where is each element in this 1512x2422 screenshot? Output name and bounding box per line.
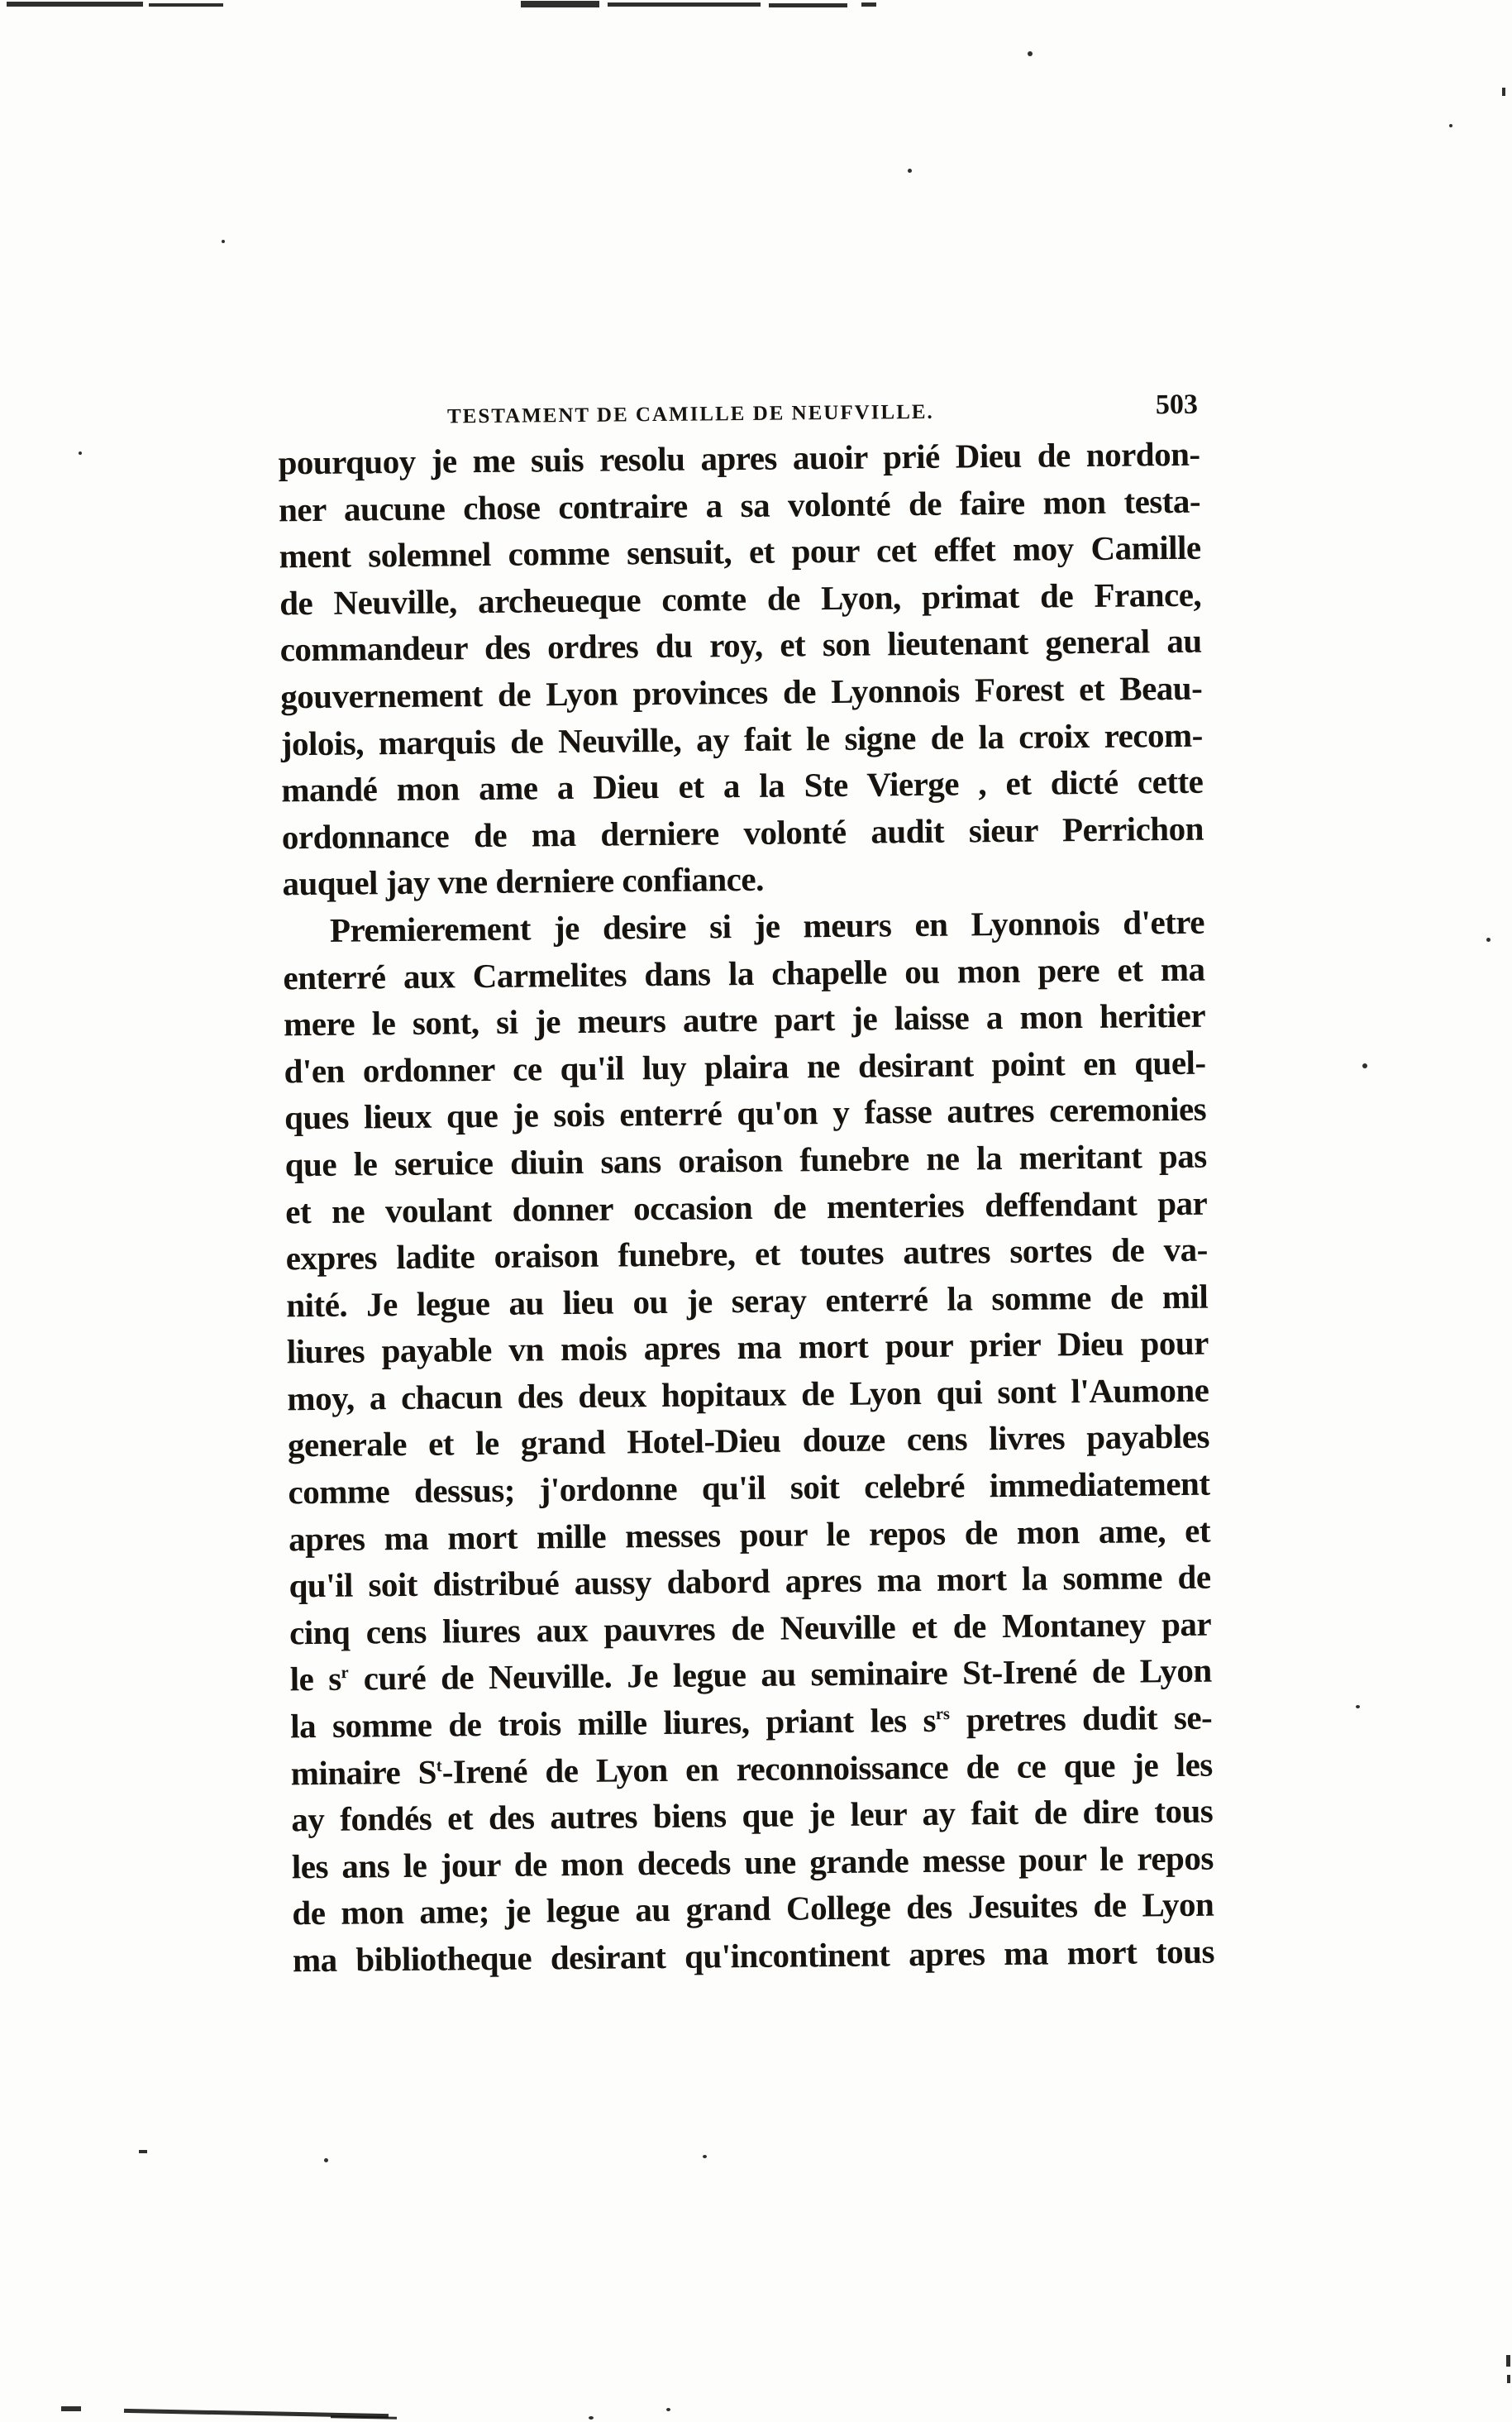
scan-noise-line: [61, 2406, 81, 2411]
scan-speck: [324, 2158, 328, 2162]
scan-speck: [908, 169, 912, 173]
scan-noise-line: [149, 3, 223, 7]
scan-noise-line: [608, 2, 761, 7]
text-line: apres ma mort mille messes pour le repos de mon ame, et: [288, 1511, 1211, 1558]
text-line: gouvernement de Lyon provinces de Lyonnois Forest et Beau-: [280, 668, 1203, 716]
text-line: qu'il soit distribué aussy dabord apres ma mort la somme de: [289, 1557, 1211, 1605]
text-line: que le seruice diuin sans oraison funebre ne la meritant pas: [284, 1136, 1207, 1184]
text-line: mandé mon ame a Dieu et a la Ste Vierge , et dicté cette: [281, 762, 1204, 810]
text-line: ma bibliotheque desirant qu'incontinent apres ma mort tous: [292, 1932, 1215, 1980]
text-line: ment solemnel comme sensuit, et pour cet effet moy Camille: [279, 528, 1201, 576]
text-line: ques lieux que je sois enterré qu'on y fasse autres ceremonies: [284, 1089, 1207, 1137]
scan-speck: [703, 2155, 707, 2158]
text-line: le $s^r$ curé de Neuville. Je legue au seminaire St-Irené de Lyon: [289, 1651, 1212, 1698]
text-line: cinq cens liures aux pauvres de Neuville et de Montaney par: [289, 1604, 1212, 1652]
text-line: Premierement je desire si je meurs en Lyonnois d'etre: [329, 902, 1205, 949]
text-line: comme dessus; j'ordonne qu'il soit celebré immediatement: [288, 1464, 1210, 1512]
scan-noise-line: [861, 2, 876, 7]
text-line: ordonnance de ma derniere volonté audit sieur Perrichon: [281, 809, 1204, 857]
text-line: minaire $S^t$-Irené de Lyon en reconnoissance de ce que je les: [290, 1745, 1213, 1792]
running-header-title: TESTAMENT DE CAMILLE DE NEUFVILLE.: [446, 400, 934, 428]
scan-speck: [1356, 1705, 1360, 1708]
text-line: expres ladite oraison funebre, et toutes autres sortes de va-: [285, 1230, 1208, 1278]
text-line: ner aucune chose contraire a sa volonté de faire mon testa-: [278, 481, 1201, 528]
scan-speck: [589, 2416, 594, 2420]
text-line: commandeur des ordres du roy, et son lieutenant general au: [279, 622, 1202, 669]
scan-noise-line: [7, 2, 143, 7]
scan-speck: [666, 2408, 670, 2411]
text-line: pourquoy je me suis resolu apres auoir prié Dieu de nordon-: [278, 434, 1200, 482]
scan-speck: [139, 2150, 147, 2153]
scan-speck: [1502, 88, 1505, 96]
scan-speck: [222, 240, 225, 243]
text-line: moy, a chacun des deux hopitaux de Lyon qui sont l'Aumone: [287, 1370, 1209, 1418]
page-number: 503: [1155, 389, 1199, 421]
text-line: enterré aux Carmelites dans la chapelle ou mon pere et ma: [283, 949, 1205, 996]
scan-noise-line: [1507, 2375, 1510, 2383]
page-content: [278, 391, 1214, 1984]
text-line: generale et le grand Hotel-Dieu douze cens livres payables: [287, 1417, 1210, 1464]
text-line: ay fondés et des autres biens que je leur ay fait de dire tous: [291, 1791, 1214, 1839]
text-line: la somme de trois mille liures, priant les $s^{rs}$ pretres dudit se-: [290, 1698, 1213, 1746]
text-line: mere le sont, si je meurs autre part je laisse a mon heritier: [283, 996, 1206, 1044]
scan-speck: [1486, 938, 1491, 942]
text-line: liures payable vn mois apres ma mort pour prier Dieu pour: [286, 1323, 1209, 1371]
scan-speck: [1362, 1063, 1367, 1068]
scan-noise-line: [331, 2415, 397, 2420]
text-line: d'en ordonner ce qu'il luy plaira ne desirant point en quel-: [284, 1043, 1206, 1091]
text-line: jolois, marquis de Neuville, ay fait le signe de la croix recom-: [280, 715, 1203, 762]
scan-speck: [1028, 51, 1033, 56]
scan-noise-line: [521, 1, 599, 7]
scan-noise-line: [1506, 2355, 1510, 2367]
scan-speck: [79, 451, 82, 455]
scan-noise-line: [769, 3, 847, 7]
text-line: les ans le jour de mon deceds une grande messe pour le repos: [291, 1838, 1214, 1886]
text-line: de Neuville, archeueque comte de Lyon, primat de France,: [279, 575, 1202, 623]
text-line: et ne voulant donner occasion de menteries deffendant par: [285, 1183, 1208, 1230]
text-line: nité. Je legue au lieu ou je seray enterré la somme de mil: [286, 1277, 1209, 1325]
text-line: de mon ame; je legue au grand College des Jesuites de Lyon: [292, 1885, 1214, 1932]
text-block: [278, 431, 1214, 1984]
scan-speck: [1449, 124, 1452, 127]
text-line: auquel jay vne derniere confiance.: [282, 860, 765, 903]
